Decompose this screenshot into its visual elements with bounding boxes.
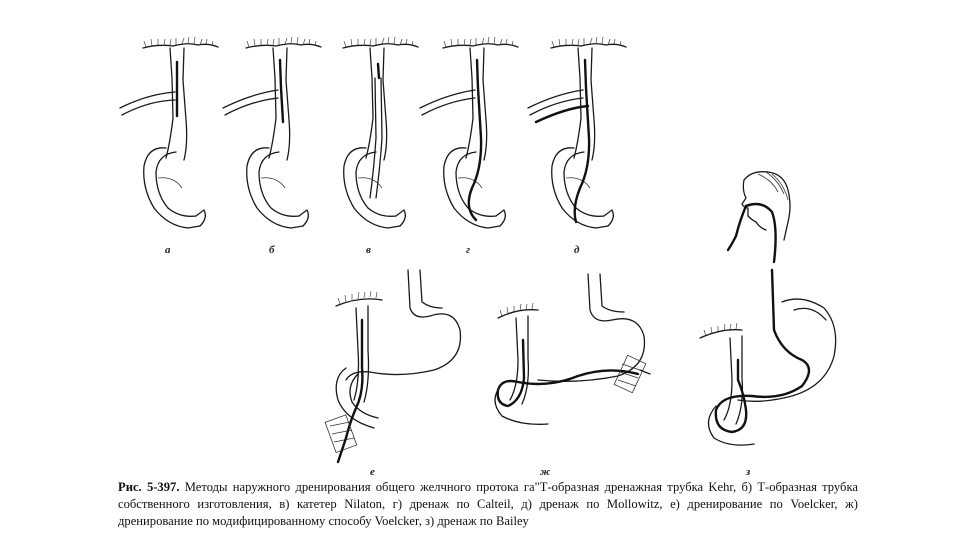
- panel-label-b: б: [269, 244, 275, 256]
- caption-text: Методы наружного дренирования общего желчного протока га"Т-образная дренажная трубка Kehr, б) Т-образная трубка собственного изготовления, в) катетер Nilaton, г) дренаж по Calteil, д) дренаж по Mollowitz, е) дренирование по Voelcker, ж) дренирование по модифицированному способу Voelcker, з) дренаж по Bailey: [118, 480, 858, 528]
- caption-prefix: Рис. 5-397.: [118, 480, 180, 494]
- panel-label-v: в: [366, 244, 371, 256]
- panel-label-a: а: [165, 244, 171, 256]
- panel-label-e: е: [370, 466, 375, 478]
- panel-label-g: г: [466, 244, 471, 256]
- panel-label-d: д: [574, 244, 580, 256]
- panel-label-zh: ж: [540, 466, 551, 478]
- panel-label-z: з: [746, 466, 751, 478]
- figure-caption: [118, 479, 858, 530]
